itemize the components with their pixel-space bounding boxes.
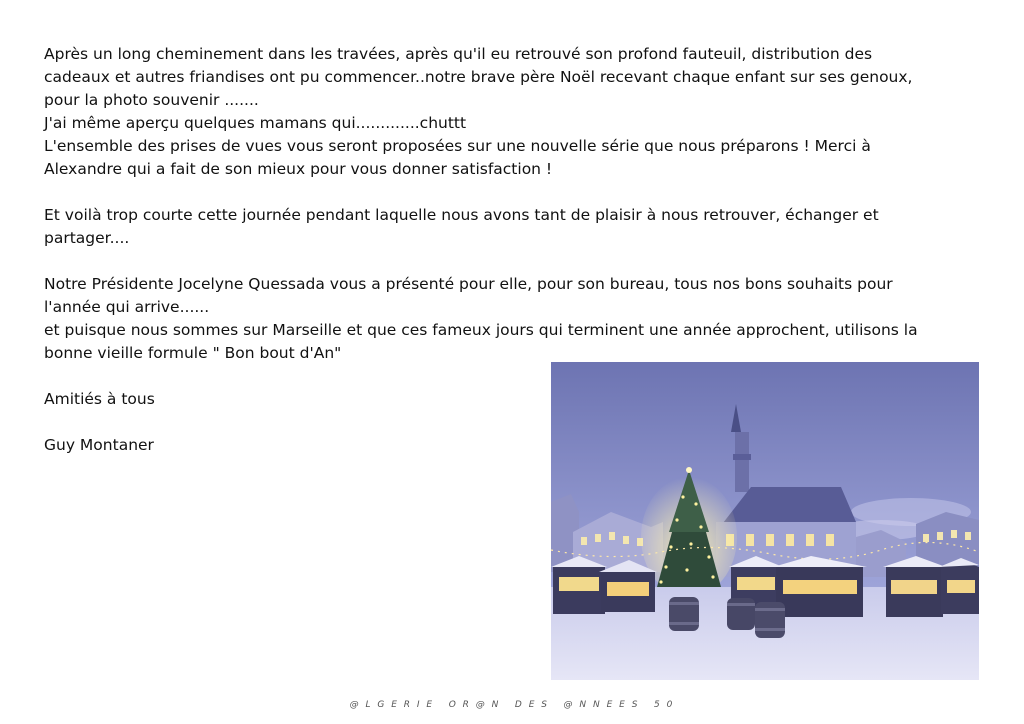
- letter-line: partager....: [44, 229, 130, 247]
- letter-line: l'année qui arrive......: [44, 298, 210, 316]
- letter-line: bonne vieille formule " Bon bout d'An": [44, 344, 342, 362]
- letter-line: cadeaux et autres friandises ont pu commencer..notre brave père Noël recevant chaque enfant sur ses genoux,: [44, 68, 913, 86]
- signature-name: Guy Montaner: [44, 436, 154, 454]
- letter-line: L'ensemble des prises de vues vous seront proposées sur une nouvelle série que nous préparons ! Merci à: [44, 137, 871, 155]
- letter-line: J'ai même aperçu quelques mamans qui.............chuttt: [44, 114, 467, 132]
- blank-line: [44, 250, 984, 273]
- letter-line: Notre Présidente Jocelyne Quessada vous a présenté pour elle, pour son bureau, tous nos bons souhaits pour: [44, 275, 893, 293]
- christmas-market-photo: [551, 362, 979, 680]
- letter-line: Après un long cheminement dans les travées, après qu'il eu retrouvé son profond fauteuil, distribution des: [44, 45, 873, 63]
- letter-line: pour la photo souvenir .......: [44, 91, 259, 109]
- letter-line: Et voilà trop courte cette journée pendant laquelle nous avons tant de plaisir à nous retrouver, échanger et: [44, 206, 879, 224]
- letter-line: et puisque nous sommes sur Marseille et que ces fameux jours qui terminent une année approchent, utilisons la: [44, 321, 918, 339]
- footer-watermark: @ L G E R I E O R @ N D E S @ N N E E S 5 0: [349, 700, 675, 710]
- closing-greeting: Amitiés à tous: [44, 390, 155, 408]
- blank-line: [44, 181, 984, 204]
- letter-line: Alexandre qui a fait de son mieux pour vous donner satisfaction !: [44, 160, 553, 178]
